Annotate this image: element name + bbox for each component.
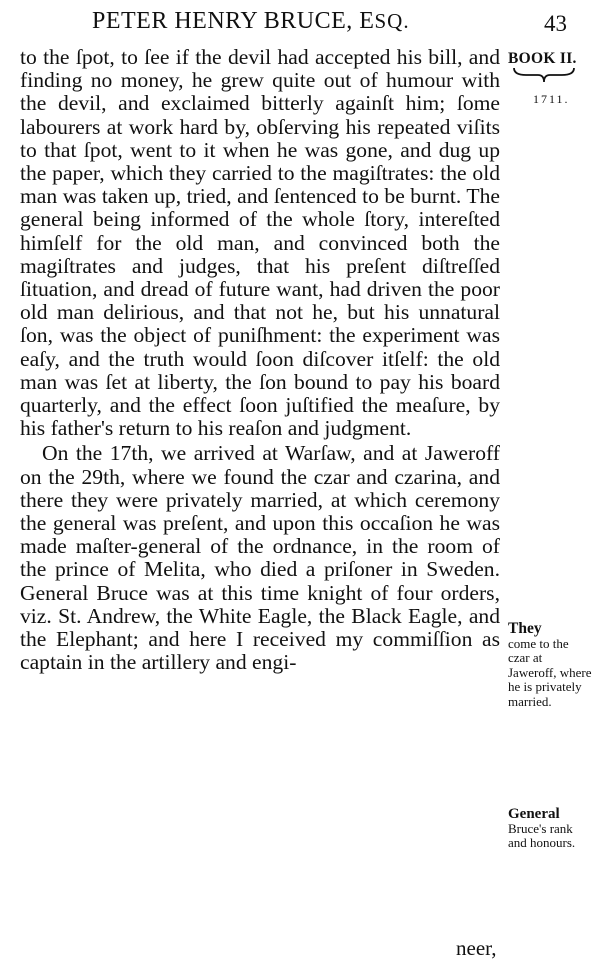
running-head-title-suffix: SQ. — [374, 9, 410, 33]
body-text — [20, 46, 500, 674]
running-head-title: PETER HENRY BRUCE, E — [92, 8, 375, 34]
paragraph: On the 17th, we arrived at Warſaw, and at Jaweroff on the 29th, where we found the czar and czarina, and there they were privately married, at which ceremony the general was preſent, and upon this occaſion he was made maſter-general of the ordnance, in the room of the prince of Melita, who died a priſoner in Sweden. General Bruce was at this time knight of four orders, viz. St. Andrew, the White Eagle, the Black Eagle, and the Elephant; and here I received my commiſſion as captain in the artillery and engi- — [20, 441, 500, 675]
sidenote-year: 1711. — [533, 92, 570, 106]
sidenote-czar-marriage — [508, 622, 592, 709]
sidenote-bruce-rest: Bruce's rank and honours. — [508, 820, 576, 850]
sidenote-bruce-first: General — [508, 806, 560, 822]
sidenote-book: BOOK II. — [508, 50, 577, 67]
paragraph: to the ſpot, to ſee if the devil had accepted his bill, and finding no money, he grew quite out of humour with the devil, and exclaimed bitterly againſt him; ſome labourers at work hard by, obſerving his repeated viſits to that ſpot, went to it when he was gone, and dug up the paper, which they carried to the magiſtrates: the old man was taken up, tried, and ſentenced to be burnt. The general being informed of the whole ſtory, intereſted himſelf for the old man, and convinced both the magiſtrates and judges, that his preſent diſtreſſed ſituation, and dread of future want, had driven the poor old man delirious, and that not he, but his unnatural ſon, was the object of puniſhment: the experiment was eaſy, and the truth would ſoon diſcover itſelf: the old man was ſet at liberty, the ſon bound to pay his board quarterly, and the effect ſoon juſtified the meaſure, by his father's return to his reaſon and judgment. — [20, 45, 500, 441]
brace-icon — [512, 66, 576, 84]
sidenote-czar-rest: come to the czar at Jaweroff, where he is privately married. — [508, 635, 592, 709]
sidenote-czar-first: They — [508, 620, 542, 637]
page-number: 43 — [544, 11, 567, 36]
catchword: neer, — [456, 936, 497, 960]
running-head — [92, 8, 410, 35]
sidenote-bruce-honours — [508, 807, 592, 851]
